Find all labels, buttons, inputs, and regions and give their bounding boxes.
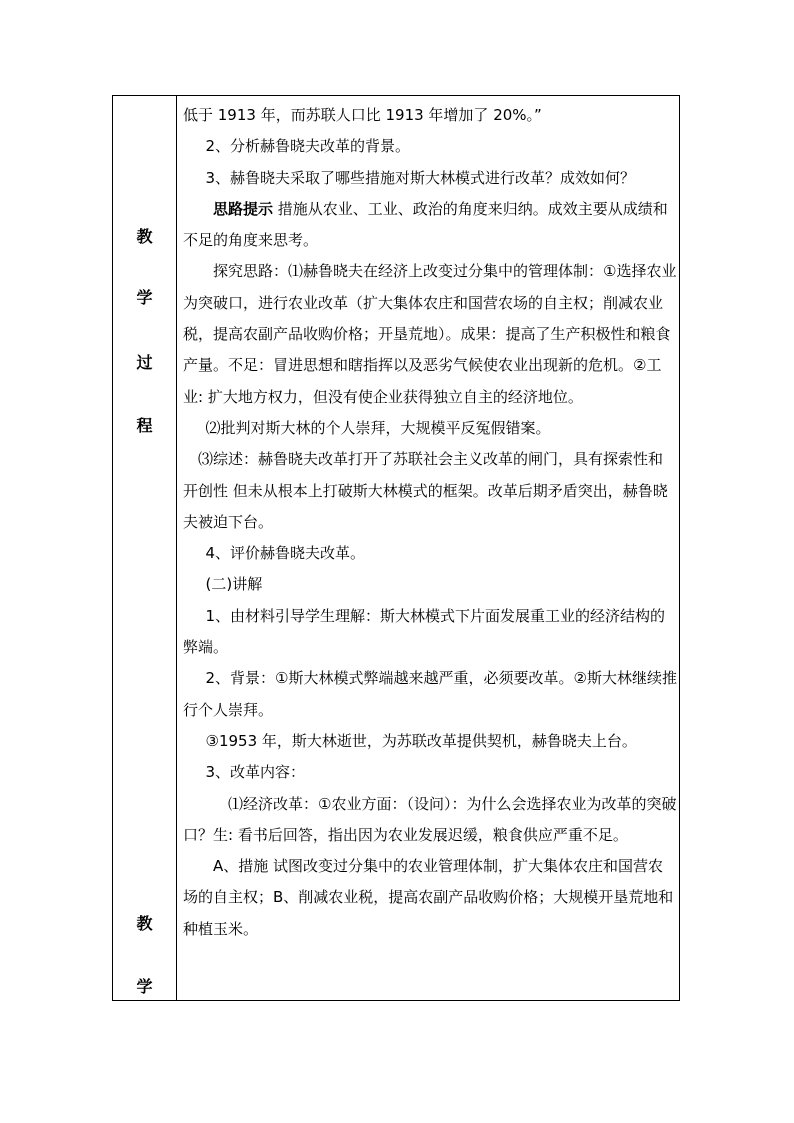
- paragraph: 2、背景：①斯大林模式弊端越来越严重，必须要改革。②斯大林继续推行个人崇拜。: [183, 669, 677, 719]
- side-label-procedure: 程: [136, 416, 153, 435]
- question-4: 4、评价赫鲁晓夫改革。: [205, 544, 366, 563]
- side-label-teach-2: 教: [136, 914, 153, 933]
- paragraph: 1、由材料引导学生理解：斯大林模式下片面发展重工业的经济结构的弊端。: [183, 606, 666, 657]
- hint-text: 措施从农业、工业、政治的角度来归纳。成效主要从成绩和不足的角度来思考。: [183, 199, 668, 250]
- hint-paragraph: [183, 194, 677, 257]
- explore-paragraph: 探究思路：⑴赫鲁晓夫在经济上改变过分集中的管理体制：①选择农业为突破口，进行农业改革（扩大集体农庄和国营农场的自主权；削减农业税，提高农副产品收购价格；开垦荒地）。成果：提高了生产积极性和粮食产量。不足：冒进思想和瞎指挥以及恶劣气候使农业出现新的危机。②工业: 扩大地方权力，但没有使企业获得独立自主的经济地位。: [183, 262, 677, 406]
- column-divider: [176, 96, 177, 1000]
- summary-paragraph: ⑶综述：赫鲁晓夫改革打开了苏联社会主义改革的闸门，具有探索性和开创性 但未从根本上打破斯大林模式的框架。改革后期矛盾突出，赫鲁晓夫被迫下台。: [183, 450, 668, 531]
- side-label-learn-2: 学: [136, 977, 153, 996]
- side-label-teach: 教: [136, 227, 153, 246]
- side-label-learn: 学: [136, 288, 153, 307]
- paragraph: ③1953 年，斯大林逝世，为苏联改革提供契机，赫鲁晓夫上台。: [205, 731, 637, 750]
- question-3: 3、赫鲁晓夫采取了哪些措施对斯大林模式进行改革？成效如何？: [205, 168, 636, 187]
- lesson-table: [112, 95, 680, 1001]
- paragraph: 3、改革内容：: [205, 763, 306, 782]
- paragraph: ⑴经济改革：①农业方面：（设问）：为什么会选择农业为改革的突破口？生: 看书后回答，指出因为农业发展迟缓，粮食供应严重不足。: [183, 794, 677, 844]
- section-heading: (二)讲解: [205, 575, 263, 594]
- side-label-process: 过: [136, 353, 153, 372]
- paragraph: ⑵批判对斯大林的个人崇拜，大规模平反冤假错案。: [205, 418, 551, 437]
- hint-label: 思路提示: [213, 199, 274, 218]
- content-cell: [183, 100, 677, 945]
- question-2: 2、分析赫鲁晓夫改革的背景。: [205, 137, 411, 156]
- paragraph: 低于 1913 年，而苏联人口比 1913 年增加了 20%。”: [183, 106, 542, 124]
- paragraph: A、措施 试图改变过分集中的农业管理体制，扩大集体农庄和国营农场的自主权；B、削减农业税，提高农副产品收购价格；大规模开垦荒地和种植玉米。: [183, 857, 674, 938]
